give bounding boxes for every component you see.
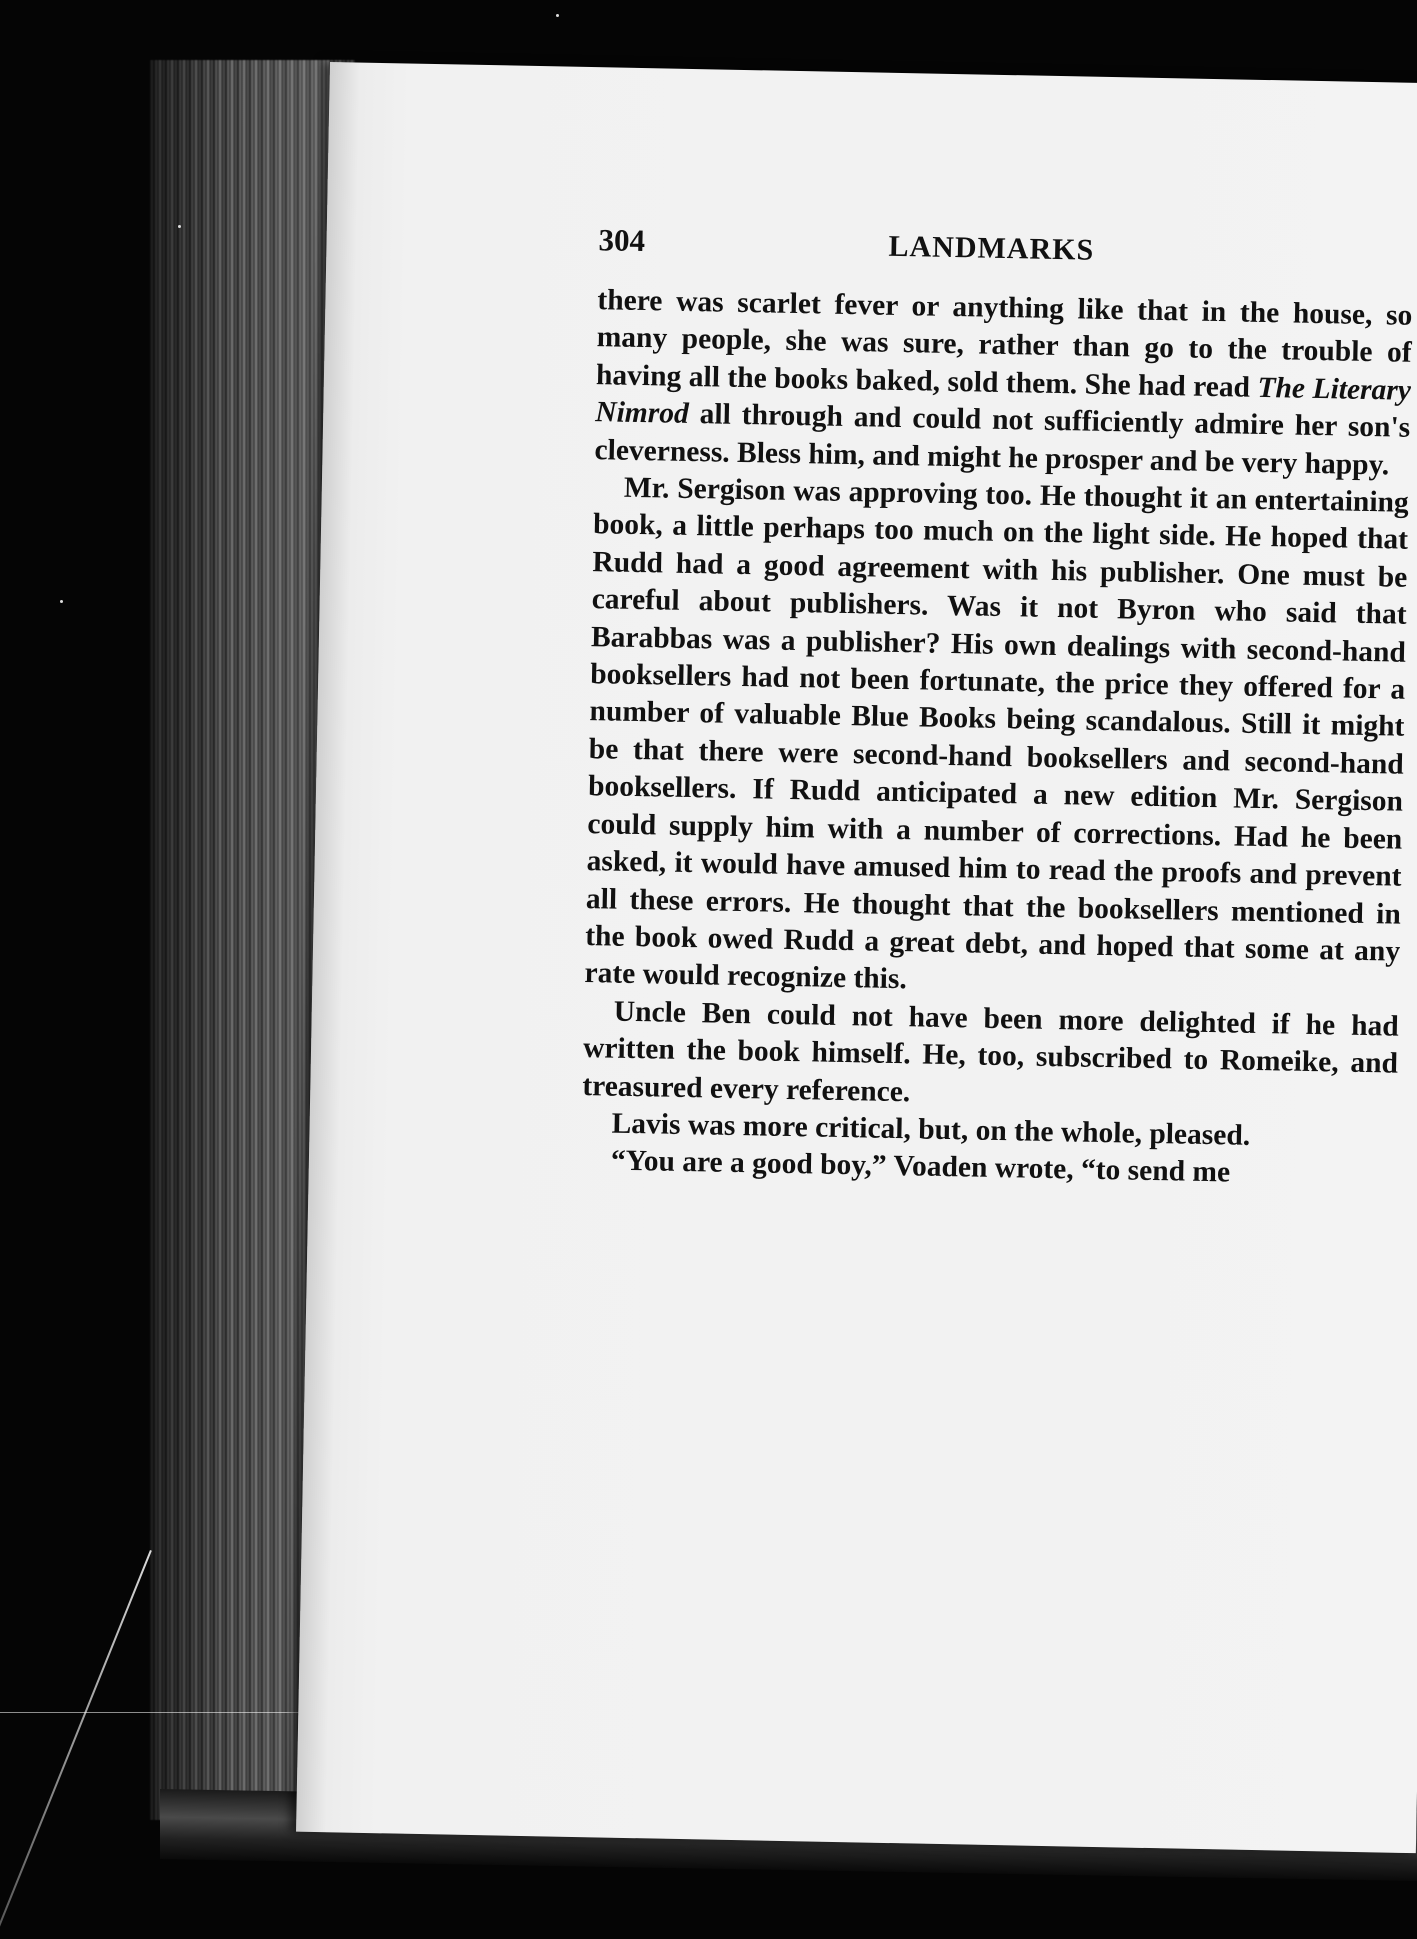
paragraph-text: there was scarlet fever or anything like that in the house, so many people, she was sure, rather than go to the trouble of having all the books baked, sold them. She had read: [595, 284, 1413, 404]
running-title: LANDMARKS: [888, 229, 1095, 267]
scan-scratch-line-horizontal: [0, 1712, 330, 1713]
paragraph: [594, 282, 1412, 485]
paragraph: Uncle Ben could not have been more delighted if he had written the book himself. He, too, subscribed to Romeike, and treasured every reference.: [582, 995, 1399, 1108]
paragraph-text: all through and could not sufficiently admire her son's cleverness. Bless him, and might he prosper and be very happy.: [594, 398, 1411, 482]
book-title-italic: The Literary Nimrod: [595, 371, 1412, 431]
paragraph: Lavis was more critical, but, on the whole, pleased.: [611, 1107, 1251, 1152]
paragraph: “You are a good boy,” Voaden wrote, “to send me: [610, 1144, 1231, 1189]
scan-scratch-line: [0, 1550, 152, 1939]
dust-speck: [60, 600, 63, 603]
paragraph: Mr. Sergison was approving too. He thought it an entertaining book, a little perhaps too much on the light side. He hoped that Rudd had a good agreement with his publisher. One must be careful about publishers. Was it not Byron who said that Barabbas was a publisher? His own dealings with second-hand booksellers had not been fortunate, the price they offered for a number of valuable Blue Books being scandalous. Still it might be that there were second-hand booksellers and second-hand booksellers. If Rudd anticipated a new edition Mr. Sergison could supply him with a number of corrections. Had he been asked, it would have amused him to read the proofs and prevent all these errors. He thought that the booksellers mentioned in the book owed Rudd a great debt, and hoped that some at any rate would recognize this.: [584, 471, 1410, 996]
book-page: [296, 62, 1417, 1853]
dust-speck: [556, 14, 559, 17]
page-number: 304: [598, 222, 646, 259]
page-content: [581, 222, 1414, 1195]
dust-speck: [178, 225, 181, 228]
